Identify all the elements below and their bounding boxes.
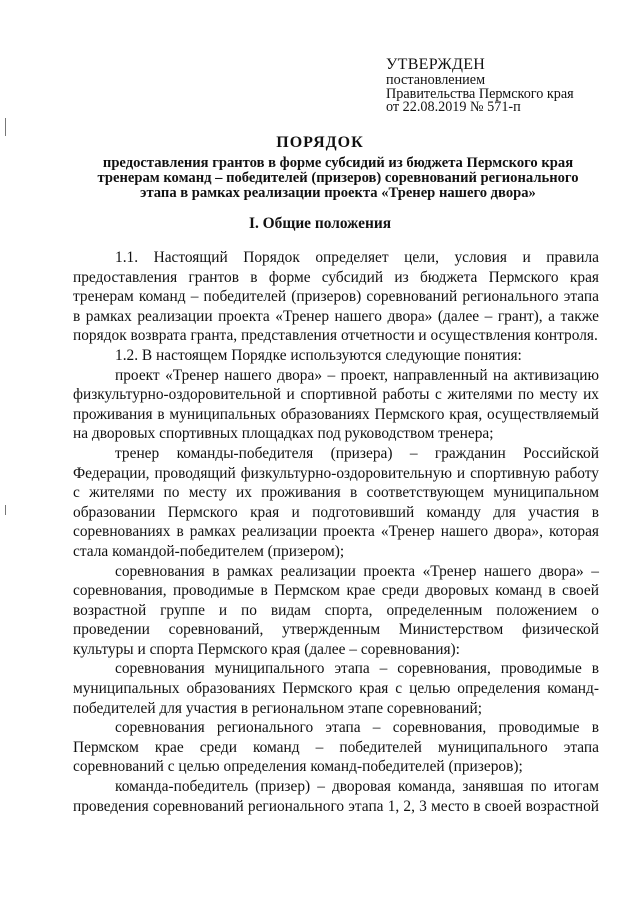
paragraph: соревнования муниципального этапа – соревнования, проводимые в муниципальных образованиях Пермского края с целью определения команд-победителей для участия в региональном этапе соревнований;: [73, 660, 599, 717]
paragraph: 1.2. В настоящем Порядке используются следующие понятия:: [115, 346, 522, 364]
paragraph: проект «Тренер нашего двора» – проект, направленный на активизацию физкультурно-оздоровительной и спортивной работы с жителями по месту их проживания в муниципальных образованиях Пермского края, осуществляемый на дворовых спортивных площадках под руководством тренера;: [73, 366, 599, 443]
section-heading: I. Общие положения: [248, 215, 392, 232]
approval-stamp: УТВЕРЖДЕН: [386, 56, 486, 73]
document-subtitle: предоставления грантов в форме субсидий из бюджета Пермского края тренерам команд – победителей (призеров) соревнований регионального этапа в рамках реализации проекта «Тренер нашего двора»: [97, 155, 579, 201]
scan-edge-mark: [5, 505, 6, 515]
approval-line: Правительства Пермского края: [386, 85, 574, 102]
approval-line: постановлением: [386, 72, 486, 88]
paragraph: команда-победитель (призер) – дворовая команда, занявшая по итогам проведения соревнований регионального этапа 1, 2, 3 место в своей возрастной: [73, 778, 599, 815]
paragraph: тренер команды-победителя (призера) – гражданин Российской Федерации, проводящий физкультурно-оздоровительную и спортивную работу с жителями по месту их проживания в соответствующем муниципальном образовании Пермского края и подготовивший команду для участия в соревнованиях в рамках реализации проекта «Тренер нашего двора», которая стала командой-победителем (призером);: [73, 444, 599, 560]
document-title: ПОРЯДОК: [276, 134, 364, 151]
approval-line: от 22.08.2019 № 571-п: [386, 99, 521, 116]
paragraph: соревнования в рамках реализации проекта «Тренер нашего двора» – соревнования, проводимые в Пермском крае среди дворовых команд в своей возрастной группе и по видам спорта, определенным положением о проведении соревнований, утвержденным Министерством физической культуры и спорта Пермского края (далее – соревнования):: [73, 562, 599, 658]
paragraph: 1.1. Настоящий Порядок определяет цели, условия и правила предоставления грантов в форме субсидий из бюджета Пермского края тренерам команд – победителей (призеров) соревнований регионального этапа в рамках реализации проекта «Тренер нашего двора» (далее – грант), а также порядок возврата гранта, представления отчетности и осуществления контроля.: [73, 249, 599, 345]
document-body: [73, 248, 599, 816]
approval-block: [386, 56, 626, 115]
paragraph: соревнования регионального этапа – соревнования, проводимые в Пермском крае среди команд – победителей муниципального этапа соревнований с целью определения команд-победителей (призеров);: [73, 719, 599, 776]
